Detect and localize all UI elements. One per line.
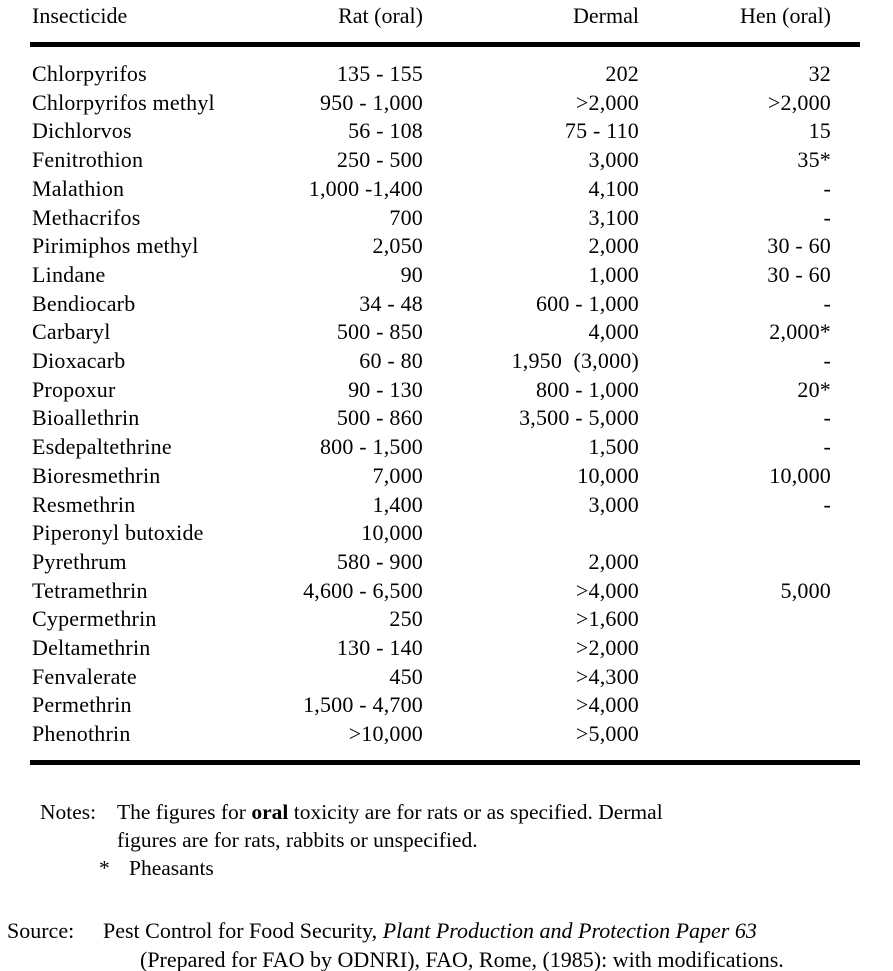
table-cell: Permethrin — [32, 692, 132, 718]
table-cell: 32 — [808, 61, 831, 86]
table-cell — [639, 605, 860, 634]
table-cell: - — [823, 204, 831, 230]
table-row — [30, 175, 860, 204]
table-cell: Esdepaltethrine — [32, 434, 172, 460]
table-cell: 1,400 — [372, 491, 423, 517]
table-cell: 1,000 — [588, 261, 639, 287]
table-row — [30, 433, 860, 462]
table-cell: Bioallethrin — [32, 405, 140, 431]
table-cell: Chlorpyrifos — [32, 61, 147, 86]
source-title-italic: Plant Production and Protection Paper 63 — [382, 918, 757, 943]
column-header-dermal: Dermal — [423, 0, 639, 45]
table-row — [30, 634, 860, 663]
table-row — [30, 691, 860, 720]
table-row — [30, 491, 860, 520]
table-cell: >2,000 — [575, 635, 639, 661]
table-cell: 56 - 108 — [348, 118, 423, 144]
table-cell: Fenitrothion — [32, 147, 144, 173]
table-row — [30, 548, 860, 577]
source-label: Source: — [7, 918, 75, 943]
table-cell: Dioxacarb — [32, 348, 126, 374]
table-cell: 580 - 900 — [336, 548, 423, 574]
notes-line-2: figures are for rats, rabbits or unspecified. — [117, 828, 478, 852]
table-cell: 950 - 1,000 — [319, 89, 423, 115]
table-cell: 2,000 — [588, 233, 639, 259]
table-cell: 202 — [605, 61, 639, 86]
notes-block — [40, 798, 847, 882]
table-cell: 2,000* — [769, 319, 831, 345]
table-row — [30, 318, 860, 347]
notes-line1-post: toxicity are for rats or as specified. Dermal — [288, 800, 663, 824]
table-cell — [639, 663, 860, 692]
table-row — [30, 605, 860, 634]
table-cell: 2,050 — [372, 233, 423, 259]
table-cell: Bendiocarb — [32, 290, 136, 316]
table-cell: 3,000 — [588, 147, 639, 173]
table-row — [30, 519, 860, 548]
table-cell: 3,000 — [588, 491, 639, 517]
table-cell: 4,600 - 6,500 — [303, 577, 423, 603]
table-cell: >2,000 — [767, 89, 831, 115]
table-cell: Piperonyl butoxide — [32, 520, 204, 546]
table-row — [30, 462, 860, 491]
column-header-rat-oral: Rat (oral) — [280, 0, 423, 45]
notes-label: Notes: — [40, 800, 97, 824]
table-cell: Malathion — [32, 175, 125, 201]
table-cell: Bioresmethrin — [32, 462, 161, 488]
table-cell: >4,300 — [575, 663, 639, 689]
table-cell: 90 - 130 — [348, 376, 423, 402]
table-cell: Methacrifos — [32, 204, 141, 230]
table-cell: 250 - 500 — [336, 147, 423, 173]
table-row — [30, 577, 860, 606]
table-cell: >10,000 — [280, 720, 423, 762]
table-cell: 1,500 - 4,700 — [303, 692, 423, 718]
table-cell: Carbaryl — [32, 319, 111, 345]
table-cell: Chlorpyrifos methyl — [32, 89, 215, 115]
table-cell: Deltamethrin — [32, 635, 151, 661]
table-row — [30, 89, 860, 118]
table-cell: Dichlorvos — [32, 118, 132, 144]
table-cell: 800 - 1,500 — [319, 434, 423, 460]
notes-body — [99, 798, 847, 882]
table-row — [30, 261, 860, 290]
table-cell: - — [823, 405, 831, 431]
asterisk-marker: * — [99, 856, 110, 880]
table-row — [30, 146, 860, 175]
notes-line1-bold: oral — [251, 800, 289, 824]
table-row — [30, 45, 860, 89]
table-row — [30, 720, 860, 762]
table-cell — [639, 634, 860, 663]
table-cell: >4,000 — [575, 577, 639, 603]
table-cell — [639, 548, 860, 577]
source-line-1 — [103, 916, 893, 945]
notes-line-1 — [117, 798, 847, 826]
table-cell: 130 - 140 — [336, 635, 423, 661]
table-header — [30, 0, 860, 45]
table-cell: 34 - 48 — [359, 290, 423, 316]
table-cell: 60 - 80 — [359, 348, 423, 374]
table-cell — [639, 691, 860, 720]
table-cell: >5,000 — [423, 720, 639, 762]
table-cell: Resmethrin — [32, 491, 136, 517]
table-cell — [639, 720, 860, 762]
table-header-row — [30, 0, 860, 45]
notes-asterisk-line — [99, 854, 847, 882]
table-cell: 1,000 -1,400 — [308, 175, 423, 201]
notes-line1-pre: The figures for — [117, 800, 252, 824]
source-body — [103, 916, 893, 971]
table-row — [30, 290, 860, 319]
table-cell: 5,000 — [780, 577, 831, 603]
table-cell: >1,600 — [575, 606, 639, 632]
table-cell: 3,100 — [588, 204, 639, 230]
table-cell: Pyrethrum — [32, 548, 127, 574]
table-body — [30, 45, 860, 763]
table-cell: 135 - 155 — [336, 61, 423, 86]
table-cell: 250 — [389, 606, 423, 632]
table-cell: - — [823, 434, 831, 460]
table-cell: 500 - 850 — [336, 319, 423, 345]
table-cell: 10,000 — [577, 462, 639, 488]
table-cell: - — [823, 348, 831, 374]
table-cell: >2,000 — [575, 89, 639, 115]
source-block — [7, 916, 893, 971]
table-row — [30, 117, 860, 146]
table-row — [30, 232, 860, 261]
table-cell: Cypermethrin — [32, 606, 157, 632]
table-cell — [423, 519, 639, 548]
table-cell: 800 - 1,000 — [535, 376, 639, 402]
source-title-roman: Pest Control for Food Security, — [103, 918, 383, 943]
table-row — [30, 376, 860, 405]
table-cell — [639, 519, 860, 548]
table-cell: 20* — [797, 376, 831, 402]
table-cell: 35* — [797, 147, 831, 173]
table-cell: 3,500 - 5,000 — [519, 405, 639, 431]
table-row — [30, 663, 860, 692]
table-cell: Lindane — [32, 261, 106, 287]
table-cell: 90 — [400, 261, 423, 287]
table-cell: 1,950 (3,000) — [511, 348, 639, 374]
table-cell: - — [823, 175, 831, 201]
table-cell: Phenothrin — [30, 720, 280, 762]
table-cell: 30 - 60 — [767, 233, 831, 259]
table-cell: Pirimiphos methyl — [32, 233, 199, 259]
table-cell: 10,000 — [361, 520, 423, 546]
table-row — [30, 347, 860, 376]
table-cell: 15 — [808, 118, 831, 144]
table-cell: - — [823, 491, 831, 517]
table-cell: 1,500 — [588, 434, 639, 460]
source-line-2: (Prepared for FAO by ODNRI), FAO, Rome, (1985): with modifications. — [140, 947, 784, 971]
table-cell: Tetramethrin — [32, 577, 148, 603]
table-cell: 500 - 860 — [336, 405, 423, 431]
table-row — [30, 204, 860, 233]
table-cell: 7,000 — [372, 462, 423, 488]
column-header-hen-oral: Hen (oral) — [639, 0, 860, 45]
table-cell: - — [823, 290, 831, 316]
table-cell: Propoxur — [32, 376, 116, 402]
table-cell: 4,000 — [588, 319, 639, 345]
asterisk-text: Pheasants — [129, 856, 214, 880]
table-cell: 600 - 1,000 — [535, 290, 639, 316]
table-cell: 450 — [389, 663, 423, 689]
table-cell: 2,000 — [588, 548, 639, 574]
table-cell: 700 — [389, 204, 423, 230]
toxicity-table — [30, 0, 860, 765]
table-row — [30, 404, 860, 433]
table-cell: 10,000 — [769, 462, 831, 488]
table-cell: 4,100 — [588, 175, 639, 201]
table-cell: 30 - 60 — [767, 261, 831, 287]
table-cell: 75 - 110 — [564, 118, 639, 144]
table-cell: >4,000 — [575, 692, 639, 718]
table-cell: Fenvalerate — [32, 663, 137, 689]
column-header-insecticide: Insecticide — [30, 0, 280, 45]
